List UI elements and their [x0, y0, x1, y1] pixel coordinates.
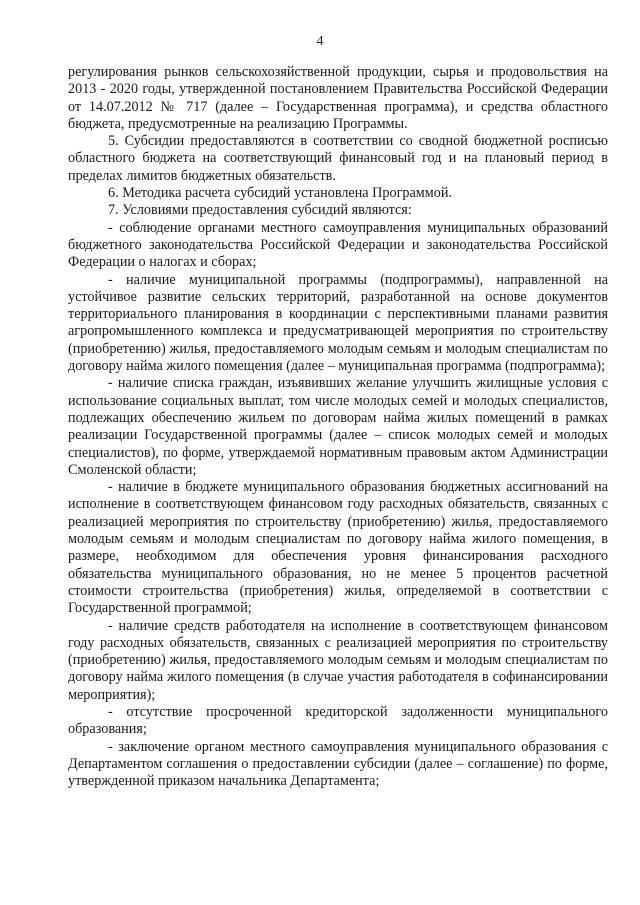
- condition-citizen-list: - наличие списка граждан, изъявивших желание улучшить жилищные условия с использование социальных выплат, том числе молодых семей и молодых специалистов, подлежащих обеспечению жильем по договорам найма жилых помещений в рамках реализации Государственной программы (далее – список молодых семей и молодых специалистов), по форме, утверждаемой нормативным правовым актом Администрации Смоленской области;: [68, 375, 608, 478]
- paragraph-item-6: 6. Методика расчета субсидий установлена Программой.: [108, 185, 452, 202]
- condition-budget-allocations: - наличие в бюджете муниципального образования бюджетных ассигнований на исполнение в соответствующем финансовом году расходных обязательств, связанных с реализацией мероприятия по строительству (приобретению) жилья, предоставляемого молодым семьям и молодым специалистам по договору найма жилого помещения, в размере, необходимом для обеспечения уровня финансирования расходного обязательства муниципального образования, но не менее 5 процентов расчетной стоимости строительства (приобретения) жилья, определяемой в соответствии с Государственной программой;: [68, 479, 608, 617]
- page-number: 4: [316, 34, 324, 49]
- condition-employer-funds: - наличие средств работодателя на исполнение в соответствующем финансовом году расходных обязательств, связанных с реализацией мероприятия по строительству (приобретению) жилья, предоставляемого молодым семьям и молодым специалистам по договору найма жилого помещения (в случае участия работодателя в софинансировании мероприятия);: [68, 617, 608, 703]
- condition-budget-law: - соблюдение органами местного самоуправления муниципальных образований бюджетного законодательства Российской Федерации и законодательства Российской Федерации о налогах и сборах;: [68, 219, 608, 271]
- condition-agreement: - заключение органом местного самоуправления муниципального образования с Департаментом соглашения о предоставлении субсидии (далее – соглашение) по форме, утвержденной приказом начальника Департамента;: [68, 738, 608, 790]
- paragraph-continuation: регулирования рынков сельскохозяйственной продукции, сырья и продовольствия на 2013 - 2020 годы, утвержденной постановлением Правительства Российской Федерации от 14.07.2012 № 717 (далее – Государственная программа), и средства областного бюджета, предусмотренные на реализацию Программы.: [68, 64, 608, 132]
- condition-no-arrears: - отсутствие просроченной кредиторской задолженности муниципального образования;: [68, 703, 608, 738]
- paragraph-item-7: 7. Условиями предоставления субсидий являются:: [108, 202, 412, 219]
- document-body: [68, 64, 608, 790]
- paragraph-item-5: 5. Субсидии предоставляются в соответствии со сводной бюджетной росписью областного бюджета на соответствующий финансовый год и на плановый период в пределах лимитов бюджетных обязательств.: [68, 133, 608, 184]
- condition-municipal-program: - наличие муниципальной программы (подпрограммы), направленной на устойчивое развитие сельских территорий, разработанной на основе документов территориального планирования в координации с перспективными планами развития агропромышленного комплекса и предусматривающей мероприятия по строительству (приобретению) жилья, предоставляемого молодым семьям и молодым специалистам по договору найма жилого помещения (далее – муниципальная программа (подпрограмма);: [68, 271, 608, 375]
